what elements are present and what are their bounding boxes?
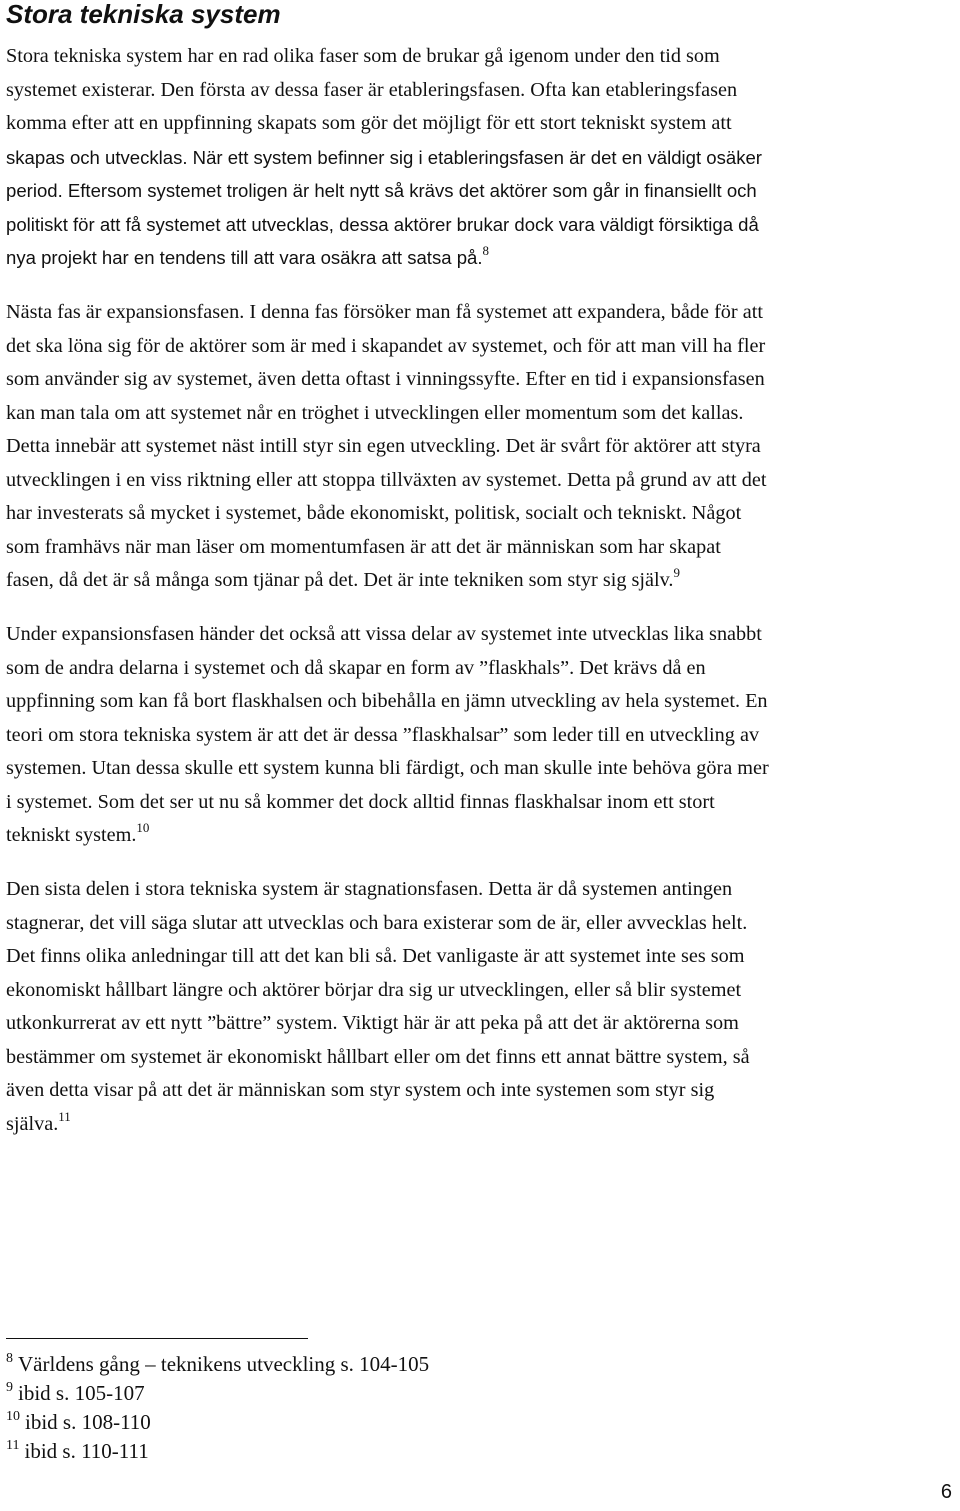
text-line: Under expansionsfasen händer det också att vissa delar av systemet inte utvecklas lika snabbt (6, 623, 762, 645)
paragraph-establishment (6, 40, 956, 275)
text-line: även detta visar på att det är människan som styr system och inte systemen som styr sig (6, 1079, 715, 1101)
text-line: bestämmer om systemet är ekonomiskt hållbart eller om det finns ett annat bättre system, så (6, 1045, 750, 1068)
text-line: Den sista delen i stora tekniska system är stagnationsfasen. Detta är då systemen antingen (6, 878, 733, 900)
text-line: period. Eftersom systemet troligen är helt nytt så krävs det aktörer som går in finansiellt och (6, 180, 757, 201)
text-line: det ska löna sig för de aktörer som är med i skapandet av systemet, och för att man vill ha fler (6, 334, 766, 357)
footnote-number: 11 (6, 1438, 20, 1453)
footnote-reference: 9 (673, 565, 680, 580)
footnote-reference: 8 (482, 243, 489, 258)
text-line: kan man tala om att systemet når en tröghet i utvecklingen eller momentum som det kallas. (6, 401, 744, 424)
text-line-content: fasen, då det är så många som tjänar på det. Det är inte tekniken som styr sig själv. (6, 569, 674, 591)
text-line: har investerats så mycket i systemet, både ekonomiskt, politisk, socialt och tekniskt. Något (6, 502, 742, 524)
footnote-divider (6, 1338, 308, 1339)
text-line: Stora tekniska system har en rad olika faser som de brukar gå igenom under den tid som (6, 45, 720, 67)
text-line (6, 1108, 954, 1142)
paragraph-stagnation (6, 873, 956, 1141)
text-line: komma efter att en uppfinning skapats som gör det möjligt för ett stort tekniskt system att (6, 112, 732, 134)
text-line: teori om stora tekniska system är att det är dessa ”flaskhalsar” som leder till en utveckling av (6, 723, 760, 746)
text-line: som använder sig av systemet, även detta oftast i vinningssyfte. Efter en tid i expansionsfasen (6, 368, 765, 390)
text-line (6, 241, 954, 275)
text-line: som framhävs när man läser om momentumfasen är att det är människan som har skapat (6, 535, 721, 558)
footnote-item (6, 1437, 429, 1466)
text-line-content: nya projekt har en tendens till att vara osäkra att satsa på. (6, 247, 483, 268)
text-line: i systemet. Som det ser ut nu så kommer det dock alltid finnas flaskhalsar inom ett stort (6, 790, 715, 813)
text-line: Nästa fas är expansionsfasen. I denna fas försöker man få systemet att expandera, både för att (6, 301, 763, 323)
text-line: utkonkurrerat av ett nytt ”bättre” system. Viktigt här är att peka på att det är aktörerna som (6, 1012, 739, 1034)
footnote-number: 9 (6, 1380, 13, 1395)
text-line (6, 819, 954, 853)
footnote-number: 10 (6, 1409, 20, 1424)
paragraph-expansion (6, 296, 956, 598)
text-line: Detta innebär att systemet näst intill styr sin egen utveckling. Det är svårt för aktörer att styra (6, 435, 761, 457)
footnote-reference: 11 (58, 1108, 71, 1124)
text-line: systemet existerar. Den första av dessa faser är etableringsfasen. Ofta kan etableringsfasen (6, 78, 738, 101)
text-line-content: tekniskt system. (6, 824, 137, 846)
text-line: systemen. Utan dessa skulle ett system kunna bli färdigt, och man skulle inte behöva göra mer (6, 757, 769, 779)
footnote-number: 8 (6, 1351, 13, 1366)
footnote-item (6, 1350, 429, 1379)
text-line: uppfinning som kan få bort flaskhalsen och bibehålla en jämn utveckling av hela systemet. En (6, 690, 768, 712)
text-line: som de andra delarna i systemet och då skapar en form av ”flaskhals”. Det krävs då en (6, 656, 706, 679)
text-line: politiskt för att få systemet att utvecklas, dessa aktörer brukar dock vara väldigt försiktiga då (6, 213, 759, 235)
footnote-reference: 10 (136, 820, 150, 835)
text-line: stagnerar, det vill säga slutar att utvecklas och bara existerar som de är, eller avvecklas helt. (6, 911, 748, 934)
footnote-list (6, 1350, 429, 1466)
paragraph-bottlenecks (6, 618, 956, 853)
footnote-text: ibid s. 108-110 (25, 1410, 151, 1434)
text-line: skapas och utvecklas. När ett system befinner sig i etableringsfasen är det en väldigt osäker (6, 146, 762, 168)
text-line (6, 564, 954, 598)
text-line: Det finns olika anledningar till att det kan bli så. Det vanligaste är att systemet inte ses som (6, 945, 745, 967)
text-line: ekonomiskt hållbart längre och aktörer börjar dra sig ur utvecklingen, eller så blir systemet (6, 978, 742, 1001)
footnote-text: ibid s. 105-107 (18, 1381, 145, 1405)
text-line-content: själva. (6, 1112, 59, 1135)
footnote-text: Världens gång – teknikens utveckling s. 104-105 (18, 1352, 430, 1376)
section-heading: Stora tekniska system (6, 0, 281, 29)
footnote-item (6, 1379, 429, 1408)
text-line: utvecklingen i en viss riktning eller att stoppa tillväxten av systemet. Detta på grund av att det (6, 468, 767, 491)
page-number: 6 (940, 1481, 952, 1503)
footnote-text: ibid s. 110-111 (24, 1439, 149, 1463)
footnote-item (6, 1408, 429, 1437)
